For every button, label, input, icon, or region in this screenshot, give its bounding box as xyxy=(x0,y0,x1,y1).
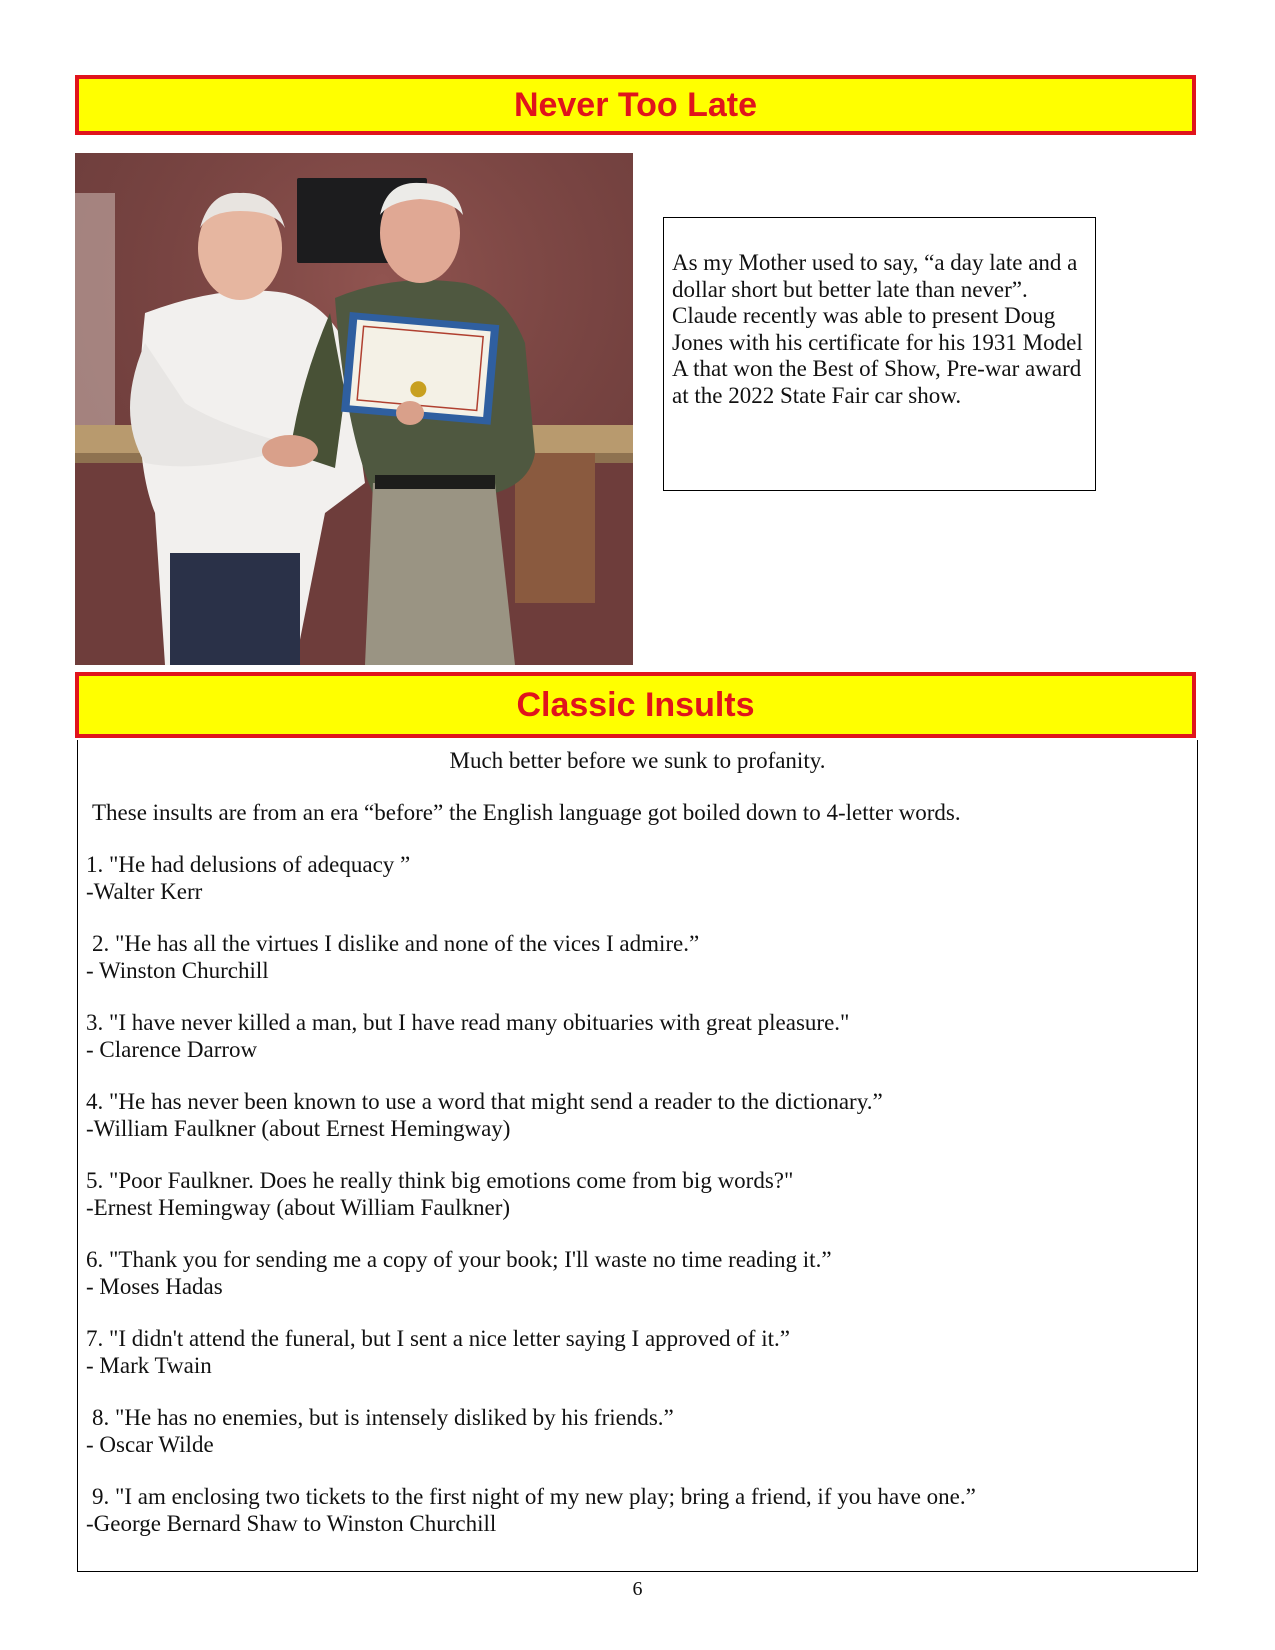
insults-subtitle: Much better before we sunk to profanity. xyxy=(449,748,826,773)
quote-item xyxy=(86,852,1189,905)
never-too-late-title: Never Too Late xyxy=(513,86,758,124)
quote-item xyxy=(86,1484,1189,1537)
insults-intro: These insults are from an era “before” the English language got boiled down to 4-letter words. xyxy=(92,800,961,825)
quote-author: - Moses Hadas xyxy=(86,1273,223,1299)
quote-text: 2. "He has all the virtues I dislike and none of the vices I admire.” xyxy=(92,931,700,956)
quote-item xyxy=(86,1089,1189,1142)
quote-text: 8. "He has no enemies, but is intensely disliked by his friends.” xyxy=(92,1405,674,1430)
quote-text: 6. "Thank you for sending me a copy of your book; I'll waste no time reading it.” xyxy=(86,1247,832,1272)
quote-author: - Mark Twain xyxy=(86,1352,212,1378)
quote-author: -George Bernard Shaw to Winston Churchill xyxy=(86,1510,497,1536)
quote-text: 9. "I am enclosing two tickets to the first night of my new play; bring a friend, if you have one.” xyxy=(92,1484,976,1509)
page-number: 6 xyxy=(632,1578,643,1600)
quote-item xyxy=(86,1168,1189,1221)
insults-box xyxy=(77,740,1198,1572)
award-photo xyxy=(75,153,633,665)
never-too-late-banner xyxy=(75,75,1196,135)
quote-text: 5. "Poor Faulkner. Does he really think big emotions come from big words?" xyxy=(86,1168,794,1193)
quote-author: -William Faulkner (about Ernest Hemingway) xyxy=(86,1115,511,1141)
caption-text: As my Mother used to say, “a day late and a dollar short but better late than never”. Claude recently was able to present Doug Jones with his certificate for his 1931 Model A that won the Best of Show, Pre-war award at the 2022 State Fair car show. xyxy=(672,250,1083,408)
quote-text: 1. "He had delusions of adequacy ” xyxy=(86,852,411,877)
quote-author: - Winston Churchill xyxy=(86,957,269,983)
quote-author: -Walter Kerr xyxy=(86,878,203,904)
quote-item xyxy=(86,1326,1189,1379)
quote-author: -Ernest Hemingway (about William Faulkner) xyxy=(86,1194,511,1220)
quote-author: - Oscar Wilde xyxy=(86,1431,214,1457)
quote-item xyxy=(86,1010,1189,1063)
caption-box xyxy=(663,217,1096,491)
quote-item xyxy=(86,1247,1189,1300)
quote-text: 3. "I have never killed a man, but I have read many obituaries with great pleasure." xyxy=(86,1010,850,1035)
quote-text: 4. "He has never been known to use a word that might send a reader to the dictionary.” xyxy=(86,1089,883,1114)
classic-insults-banner xyxy=(75,672,1196,738)
quote-item xyxy=(86,931,1189,984)
quote-author: - Clarence Darrow xyxy=(86,1036,258,1062)
quote-item xyxy=(86,1405,1189,1458)
classic-insults-title: Classic Insults xyxy=(516,686,755,724)
quote-text: 7. "I didn't attend the funeral, but I sent a nice letter saying I approved of it.” xyxy=(86,1326,790,1351)
